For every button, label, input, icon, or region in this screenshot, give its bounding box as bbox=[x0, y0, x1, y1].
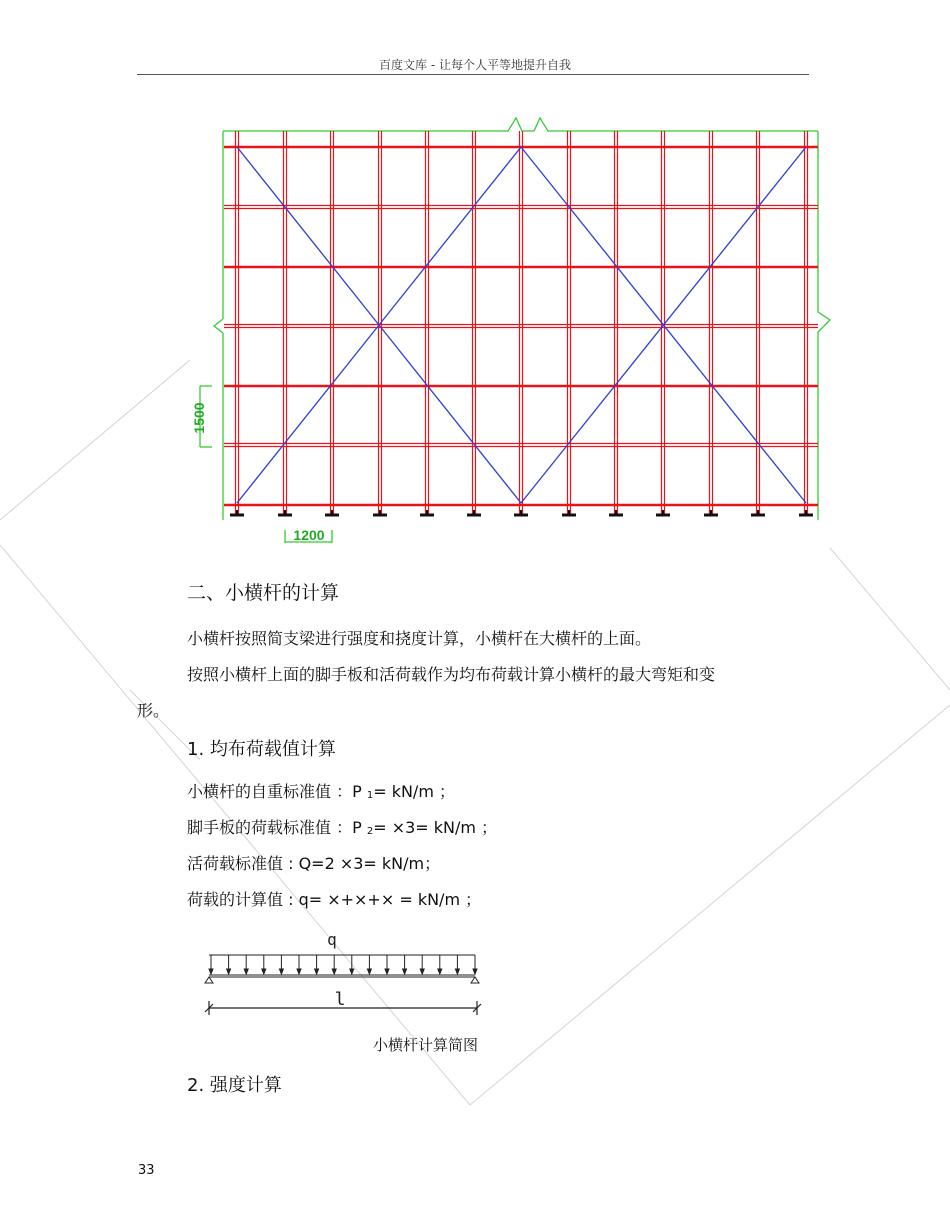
load-arrow-head bbox=[297, 969, 301, 974]
paragraph-2-line-2: 形。 bbox=[137, 701, 170, 720]
load-line-1-value: = kN/m ； bbox=[373, 782, 455, 801]
subsection-2-title: 2. 强度计算 bbox=[187, 1075, 282, 1096]
beam-load-diagram bbox=[0, 925, 950, 1025]
dimension-label-horizontal: 1200 bbox=[293, 527, 325, 543]
load-arrow-head bbox=[385, 969, 389, 974]
figure-caption: 小横杆计算简图 bbox=[373, 1036, 479, 1054]
load-arrow-head bbox=[367, 969, 371, 974]
load-line-board bbox=[187, 815, 497, 838]
subscript-1: 1 bbox=[366, 790, 374, 801]
load-line-design: 荷载的计算值 : q= ×+×+× = kN/m ； bbox=[187, 890, 482, 909]
load-arrow-head bbox=[315, 969, 319, 974]
load-arrow-head bbox=[438, 969, 442, 974]
paragraph-1: 小横杆按照简支梁进行强度和挠度计算，小横杆在大横杆的上面。 bbox=[187, 629, 652, 648]
load-line-1-text: 小横杆的自重标准值 ：P bbox=[187, 782, 367, 801]
load-line-live: 活荷载标准值 : Q=2 ×3= kN/m； bbox=[187, 854, 441, 873]
paragraph-2-line-1: 按照小横杆上面的脚手板和活荷载作为均布荷载计算小横杆的最大弯矩和变 bbox=[187, 665, 716, 684]
load-arrow-head bbox=[403, 969, 407, 974]
load-arrow-head bbox=[262, 969, 266, 974]
load-line-2-value: = ×3= kN/m ； bbox=[373, 818, 498, 837]
section-title: 二、小横杆的计算 bbox=[187, 582, 340, 604]
load-arrow-head bbox=[332, 969, 336, 974]
span-label-l: l bbox=[334, 989, 346, 1010]
load-label-q: q bbox=[327, 930, 337, 949]
load-line-self-weight bbox=[187, 779, 455, 802]
scaffold-elevation-diagram bbox=[0, 0, 950, 560]
load-arrow-head bbox=[209, 969, 213, 974]
page-number: 33 bbox=[138, 1163, 155, 1178]
load-arrow-head bbox=[244, 969, 248, 974]
load-arrow-head bbox=[455, 969, 459, 974]
load-arrow-head bbox=[420, 969, 424, 974]
dimension-label-vertical: 1500 bbox=[191, 402, 207, 434]
load-arrow-head bbox=[350, 969, 354, 974]
load-arrow-head bbox=[227, 969, 231, 974]
page-header: 百度文库 - 让每个人平等地提升自我 bbox=[379, 58, 571, 72]
subscript-2: 2 bbox=[366, 826, 374, 837]
load-line-2-text: 脚手板的荷载标准值 ：P bbox=[187, 818, 367, 837]
subsection-1-title: 1. 均布荷载值计算 bbox=[187, 739, 336, 760]
load-arrow-head bbox=[279, 969, 283, 974]
load-arrow-head bbox=[473, 969, 477, 974]
